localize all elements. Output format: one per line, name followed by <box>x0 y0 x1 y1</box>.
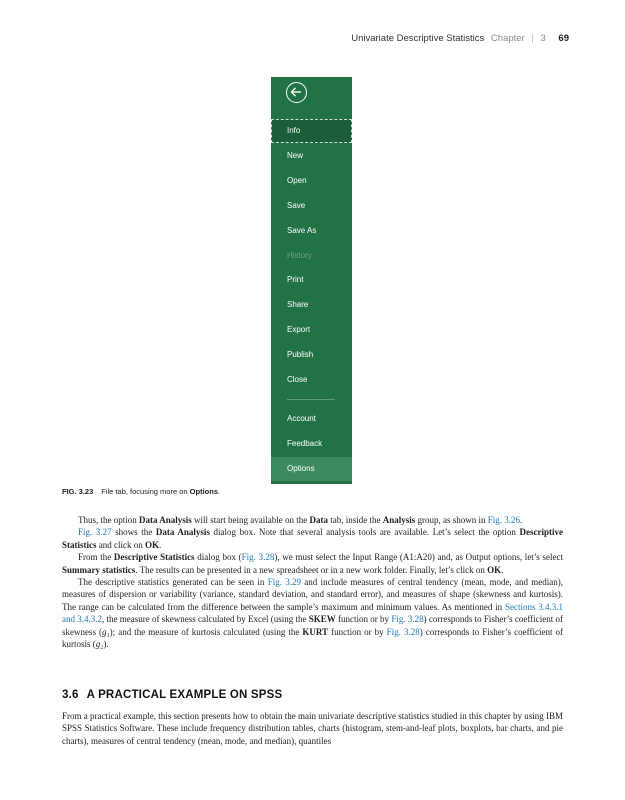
section-number: 3.6 <box>62 689 79 701</box>
menu-item-close[interactable]: Close <box>287 375 308 384</box>
chapter-number: 3 <box>540 33 546 44</box>
menu-item-save-as[interactable]: Save As <box>287 226 317 235</box>
section-heading <box>62 689 282 701</box>
menu-item-feedback[interactable]: Feedback <box>287 439 323 448</box>
figure-label: FIG. 3.23 <box>62 487 94 496</box>
section-title: A PRACTICAL EXAMPLE ON SPSS <box>86 689 283 701</box>
figure-link[interactable]: Fig. 3.29 <box>267 577 301 588</box>
paragraph-1: Thus, the option Data Analysis will start being available on the Data tab, inside the Analysis group, as shown in Fig. 3.26. <box>78 515 523 525</box>
header-separator: | <box>531 33 534 44</box>
caption-bold: Options <box>189 487 218 496</box>
paragraph-4: The descriptive statistics generated can be seen in Fig. 3.29 and include measures of central tendency (mean, mode, and median), measures of dispersion or variability (variance, standard deviation, and standard error), and measures of shape (skewness and kurtosis). The range can be calculated from the difference between the sample’s maximum and minimum values. As mentioned in Sections 3.4.3.1 and 3.4.3.2, the measure of skewness calculated by Excel (using the SKEW function or by Fig. 3.28) corresponds to Fisher’s coefficient of skewness (g₁); and the measure of kurtosis calculated (using the KURT function or by Fig. 3.28) corresponds to Fisher’s coefficient of kurtosis (g₂). <box>62 577 563 650</box>
file-backstage-menu <box>271 77 352 484</box>
page-number: 69 <box>558 33 569 44</box>
menu-item-share[interactable]: Share <box>287 300 309 309</box>
body-text <box>62 514 563 650</box>
menu-item-account[interactable]: Account <box>287 414 316 423</box>
section-paragraph: From a practical example, this section presents how to obtain the main univariate descriptive statistics studied in this chapter by using IBM SPSS Statistics Software. These include frequency distribution tables, charts (histogram, stem-and-leaf plots, boxplots, bar charts, and pie charts), measures of central tendency (mean, mode, and median), quantiles <box>62 711 563 746</box>
running-header-title: Univariate Descriptive Statistics <box>351 33 485 44</box>
figure-link[interactable]: Fig. 3.28 <box>391 614 424 625</box>
figure-link[interactable]: Fig. 3.28 <box>241 552 275 563</box>
menu-divider <box>287 399 335 400</box>
menu-item-history: History <box>287 251 312 260</box>
chapter-label: Chapter <box>490 33 525 44</box>
menu-item-new[interactable]: New <box>287 151 304 160</box>
menu-item-open[interactable]: Open <box>287 176 307 185</box>
figure-link[interactable]: Fig. 3.28 <box>386 626 420 637</box>
menu-item-save[interactable]: Save <box>287 201 306 210</box>
menu-item-publish[interactable]: Publish <box>287 350 314 359</box>
menu-item-options[interactable]: Options <box>271 457 352 481</box>
caption-text: File tab, focusing more on <box>101 487 188 496</box>
figure-link[interactable]: Fig. 3.26 <box>487 515 521 525</box>
figure-caption <box>62 487 220 496</box>
paragraph-2: Fig. 3.27 shows the Data Analysis dialog box. Note that several analysis tools are available. Let’s select the option Descriptive Statistics and click on OK. <box>62 527 563 550</box>
back-arrow-icon[interactable] <box>286 82 307 103</box>
section-link[interactable]: Sections 3.4.3.1 and 3.4.3.2 <box>62 601 563 625</box>
paragraph-3: From the Descriptive Statistics dialog box (Fig. 3.28), we must select the Input Range (A1:A20) and, as Output options, let’s select Summary statistics. The results can be presented in a new spreadsheet or in a new work folder. Finally, let’s click on OK. <box>62 552 563 575</box>
section-body <box>62 710 563 747</box>
running-header <box>351 33 569 44</box>
menu-item-info[interactable]: Info <box>271 119 352 143</box>
menu-item-print[interactable]: Print <box>287 275 304 284</box>
figure-link[interactable]: Fig. 3.27 <box>78 527 112 538</box>
menu-item-export[interactable]: Export <box>287 325 311 334</box>
caption-end: . <box>218 487 221 496</box>
